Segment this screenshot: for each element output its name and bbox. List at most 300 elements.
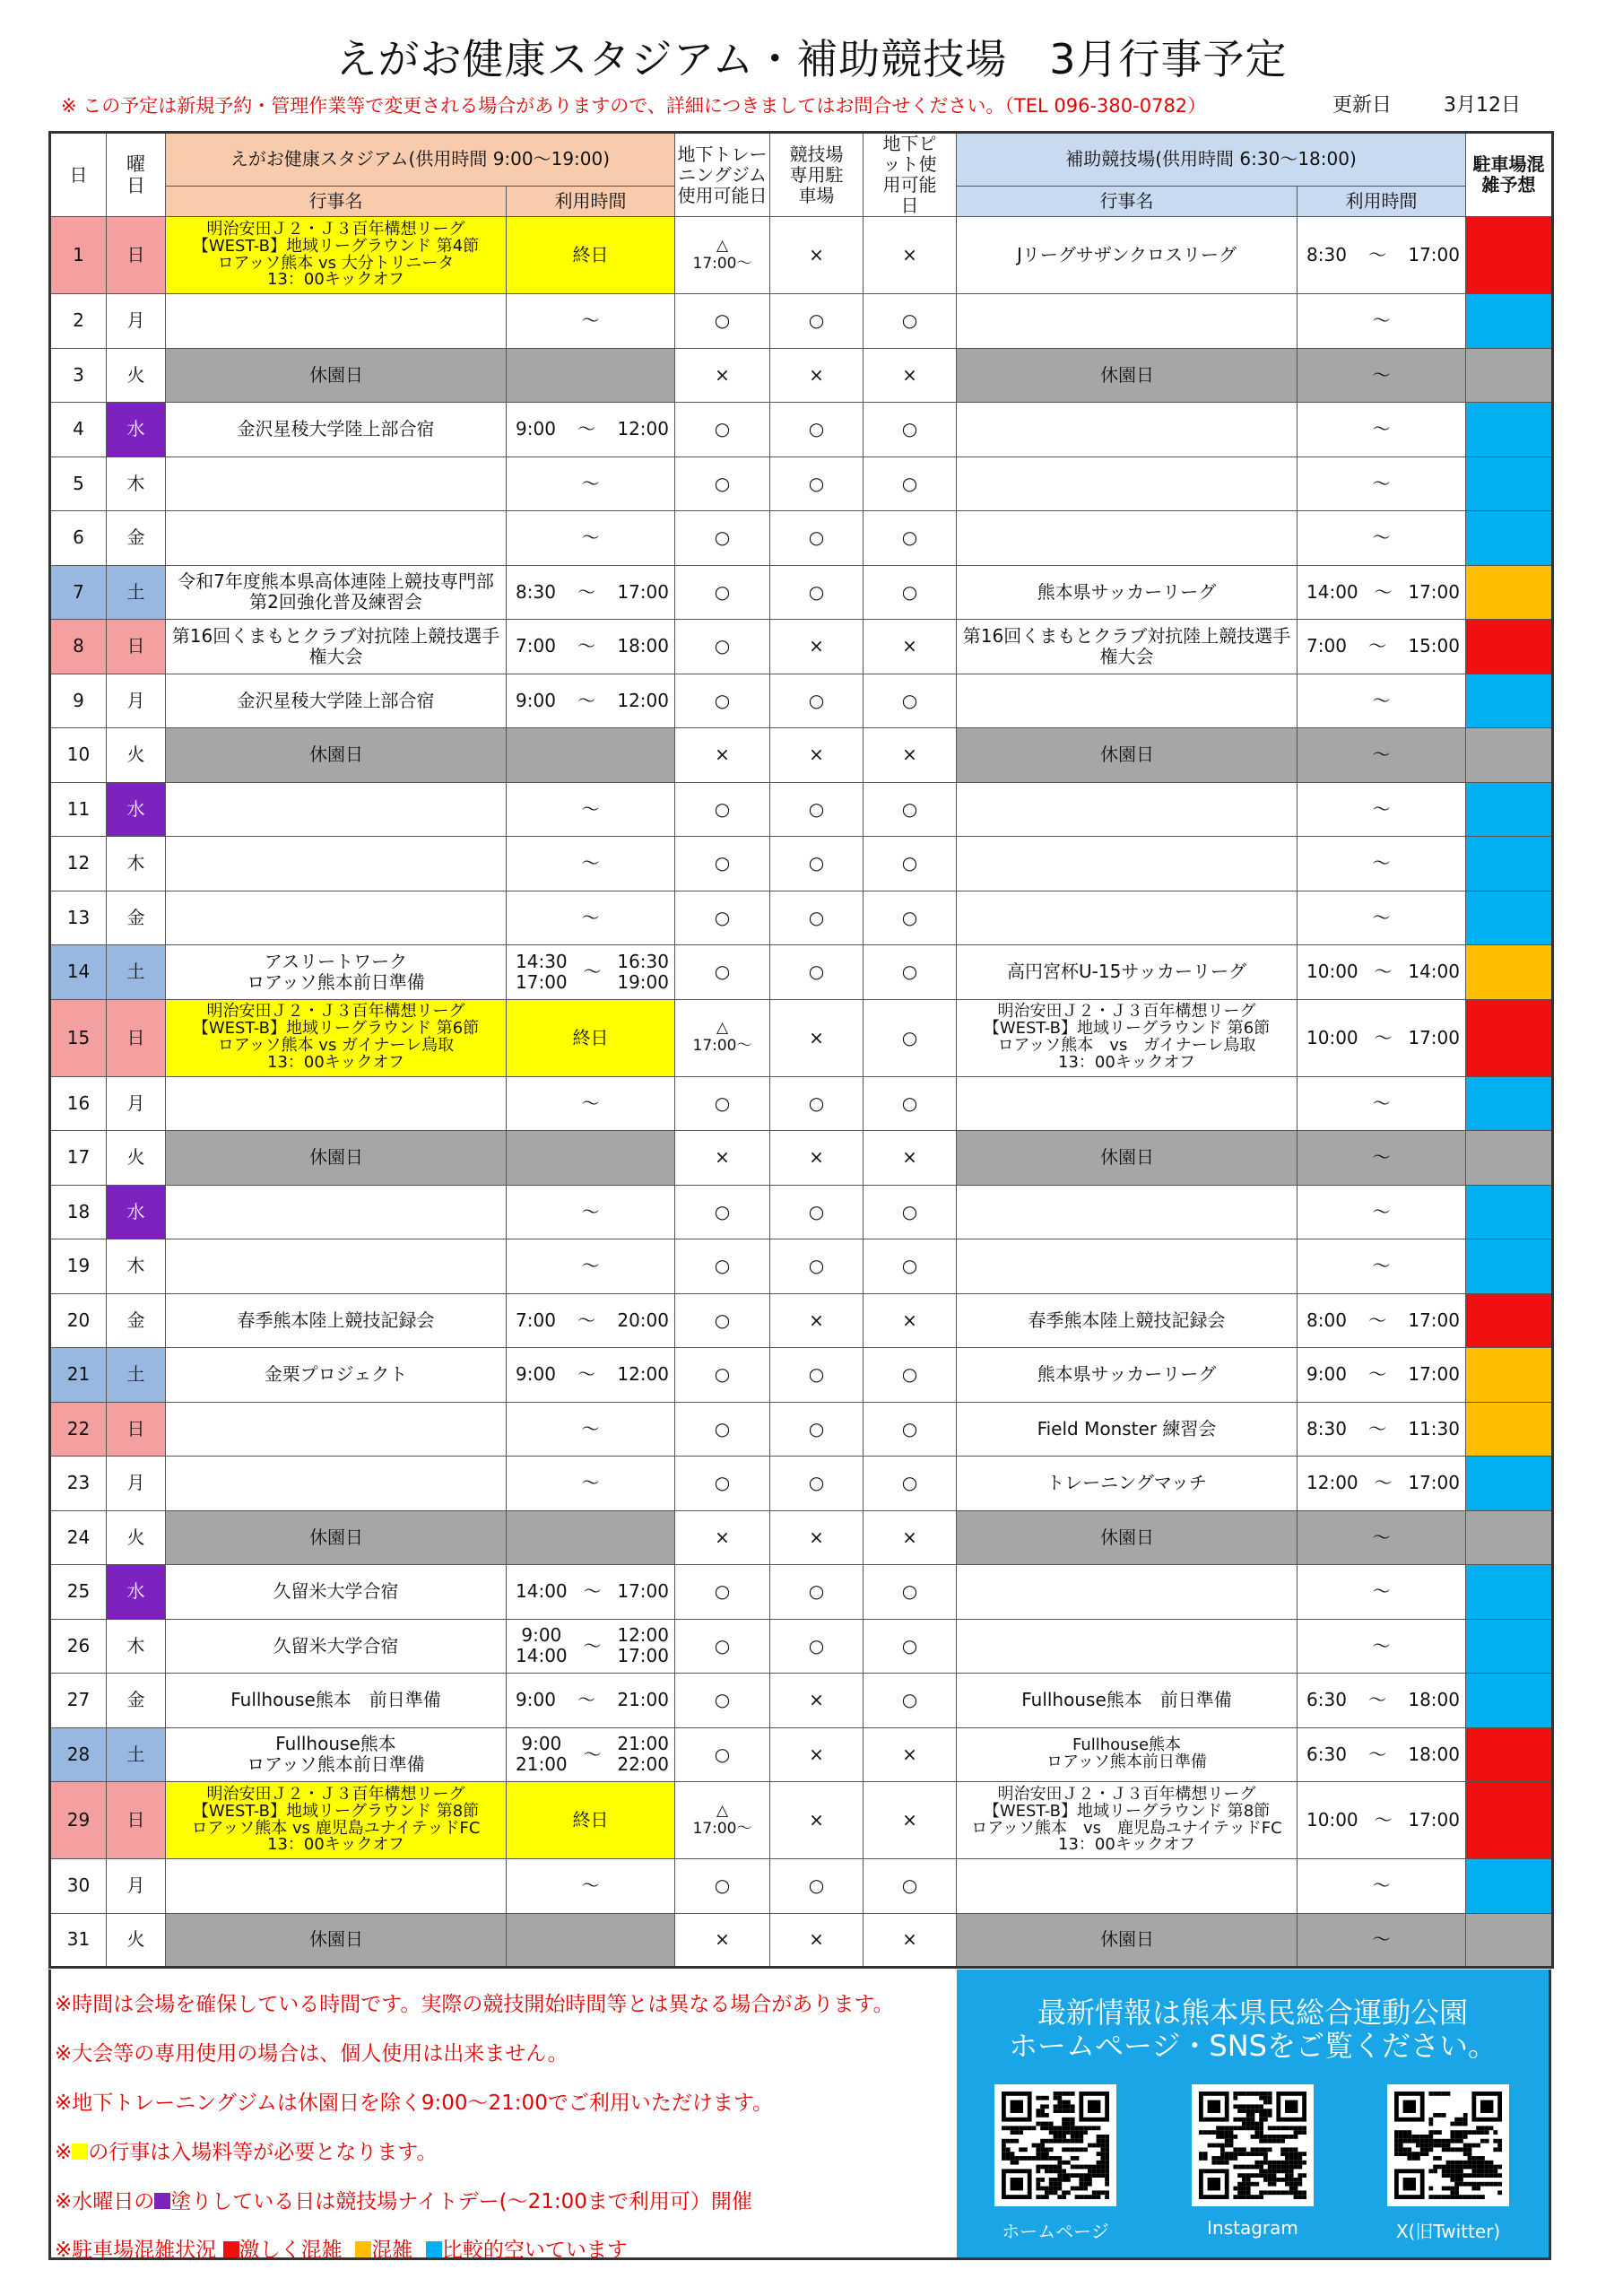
- moderate-swatch: [355, 2241, 371, 2257]
- day-number: 1: [50, 217, 107, 294]
- day-number: 12: [50, 837, 107, 891]
- time-range-separator: ～: [1374, 1809, 1393, 1831]
- day-number: 21: [50, 1348, 107, 1403]
- stadium-event: [166, 891, 507, 945]
- parking-availability: ×: [770, 1293, 864, 1348]
- day-number: 26: [50, 1619, 107, 1674]
- aux-start-time: 9:00: [1306, 1363, 1347, 1386]
- gym-availability: ○: [675, 403, 770, 457]
- aux-event: [957, 403, 1298, 457]
- aux-time: [1298, 217, 1466, 294]
- aux-time: ～: [1298, 1131, 1466, 1186]
- stadium-event: [166, 1185, 507, 1239]
- congestion-indicator: [1466, 1674, 1553, 1728]
- congestion-indicator: [1466, 1510, 1553, 1565]
- stadium-time: [507, 1510, 675, 1565]
- time-range-separator: ～: [1368, 1689, 1387, 1711]
- table-row: [50, 457, 1553, 511]
- parking-availability: ×: [770, 348, 864, 403]
- updated-date: 3月12日: [1444, 94, 1521, 117]
- stadium-time: [507, 945, 675, 1000]
- day-number: 19: [50, 1239, 107, 1294]
- aux-start-time: 6:30: [1306, 1743, 1347, 1765]
- table-row: [50, 294, 1553, 349]
- congestion-indicator: [1466, 782, 1553, 837]
- header-stadium-time: 利用時間: [507, 186, 675, 216]
- stadium-start-time: 7:00: [516, 1309, 556, 1331]
- weekday: 月: [107, 1859, 166, 1914]
- stadium-time: ～: [507, 1185, 675, 1239]
- aux-start-time: 12:00: [1306, 1472, 1358, 1494]
- gym-availability: ○: [675, 1619, 770, 1674]
- parking-availability: ○: [770, 1402, 864, 1457]
- weekday: 水: [107, 782, 166, 837]
- gym-availability: ○: [675, 457, 770, 511]
- weekday: 土: [107, 1348, 166, 1403]
- aux-end-time: 17:00: [1408, 1809, 1460, 1831]
- gym-availability: ○: [675, 620, 770, 674]
- header-gym: 地下トレーニングジム使用可能日: [675, 133, 770, 217]
- stadium-time: 終日: [507, 217, 675, 294]
- time-range-separator: ～: [1374, 1472, 1393, 1494]
- stadium-time: ～: [507, 457, 675, 511]
- stadium-end-time: 18:00: [617, 635, 669, 657]
- gym-availability: ○: [675, 1185, 770, 1239]
- aux-event: Fullhouse熊本 前日準備: [957, 1674, 1298, 1728]
- aux-end-time: 14:00: [1408, 961, 1460, 983]
- aux-time: ～: [1298, 511, 1466, 566]
- table-row: [50, 1293, 1553, 1348]
- pit-availability: ○: [864, 511, 957, 566]
- time-range-separator: ～: [1368, 635, 1387, 657]
- gym-availability: ○: [675, 837, 770, 891]
- congestion-indicator: [1466, 294, 1553, 349]
- twitter-label[interactable]: X(旧Twitter): [1395, 2221, 1501, 2242]
- day-number: 25: [50, 1565, 107, 1620]
- parking-availability: ○: [770, 837, 864, 891]
- aux-end-time: 17:00: [1408, 244, 1460, 265]
- parking-availability: ○: [770, 294, 864, 349]
- pit-availability: ×: [864, 1782, 957, 1859]
- note-1: ※時間は会場を確保している時間です。実際の競技開始時間等とは異なる場合があります。: [55, 1993, 894, 2016]
- congestion-indicator: [1466, 837, 1553, 891]
- aux-event: [957, 511, 1298, 566]
- header-parking: 競技場専用駐車場: [770, 133, 864, 217]
- pit-availability: ○: [864, 945, 957, 1000]
- homepage-label[interactable]: ホームページ: [1002, 2221, 1109, 2242]
- footer-panel: [48, 1970, 1551, 2260]
- stadium-time: ～: [507, 1859, 675, 1914]
- parking-availability: ○: [770, 1565, 864, 1620]
- day-number: 13: [50, 891, 107, 945]
- stadium-event: [166, 294, 507, 349]
- stadium-end-time: 20:00: [617, 1309, 669, 1331]
- pit-availability: ×: [864, 348, 957, 403]
- gym-availability: ○: [675, 945, 770, 1000]
- note-6-text: ※駐車場混雑状況: [55, 2239, 217, 2262]
- aux-event: [957, 1239, 1298, 1294]
- aux-time: ～: [1298, 1510, 1466, 1565]
- aux-event: [957, 782, 1298, 837]
- weekday: 土: [107, 1727, 166, 1782]
- parking-availability: ×: [770, 1674, 864, 1728]
- stadium-time: ～: [507, 1076, 675, 1131]
- gym-availability: ○: [675, 1674, 770, 1728]
- weekday: 土: [107, 945, 166, 1000]
- table-row: [50, 1348, 1553, 1403]
- notice-text: ※ この予定は新規予約・管理作業等で変更される場合がありますので、詳細につきましてはお問合せください。（TEL 096-380-0782）: [61, 95, 1207, 117]
- congestion-indicator: [1466, 511, 1553, 566]
- legend-moderate: 混雑: [371, 2239, 413, 2262]
- pit-availability: ○: [864, 1674, 957, 1728]
- weekday: 日: [107, 1402, 166, 1457]
- stadium-start-time: 7:00: [516, 635, 556, 657]
- updated-label: 更新日: [1332, 94, 1393, 117]
- note-5-text: 塗りしている日は競技場ナイトデー(～21:00まで利用可）開催: [170, 2190, 752, 2213]
- legend-busy: 激しく混雑: [239, 2239, 343, 2262]
- gym-availability: △ 17:00～: [675, 1782, 770, 1859]
- day-number: 29: [50, 1782, 107, 1859]
- gym-availability: ○: [675, 1457, 770, 1511]
- stadium-time: ～: [507, 891, 675, 945]
- aux-event: 休園日: [957, 728, 1298, 783]
- qr-code-icon: [1002, 2092, 1109, 2199]
- parking-availability: ○: [770, 891, 864, 945]
- stadium-event: 金沢星稜大学陸上部合宿: [166, 403, 507, 457]
- note-6: [55, 2233, 628, 2263]
- weekday: 水: [107, 403, 166, 457]
- gym-availability: ○: [675, 565, 770, 620]
- aux-end-time: 17:00: [1408, 580, 1460, 603]
- aux-start-time: 10:00: [1306, 1809, 1358, 1831]
- gym-availability: ×: [675, 1510, 770, 1565]
- stadium-end-time: 21:00: [617, 1689, 669, 1711]
- aux-end-time: 18:00: [1408, 1689, 1460, 1711]
- congestion-indicator: [1466, 1131, 1553, 1186]
- day-number: 20: [50, 1293, 107, 1348]
- parking-availability: ×: [770, 1782, 864, 1859]
- stadium-time: [507, 674, 675, 728]
- parking-availability: ×: [770, 1510, 864, 1565]
- table-row: [50, 837, 1553, 891]
- instagram-qr-icon[interactable]: [1192, 2084, 1314, 2206]
- aux-start-time: 8:30: [1306, 1417, 1347, 1439]
- stadium-time: ～: [507, 782, 675, 837]
- aux-event: [957, 1076, 1298, 1131]
- day-number: 30: [50, 1859, 107, 1914]
- pit-availability: ○: [864, 1619, 957, 1674]
- aux-event: [957, 294, 1298, 349]
- gym-availability: ×: [675, 1131, 770, 1186]
- weekday: 木: [107, 1619, 166, 1674]
- day-number: 24: [50, 1510, 107, 1565]
- pit-availability: ×: [864, 1913, 957, 1968]
- gym-availability: △ 17:00～: [675, 217, 770, 294]
- stadium-event: [166, 1457, 507, 1511]
- qr-code-icon: [1199, 2092, 1306, 2199]
- aux-end-time: 17:00: [1408, 1026, 1460, 1048]
- congestion-indicator: [1466, 403, 1553, 457]
- parking-availability: ×: [770, 1913, 864, 1968]
- weekday: 日: [107, 999, 166, 1076]
- stadium-end-time: 16:30 19:00: [617, 950, 669, 993]
- day-number: 28: [50, 1727, 107, 1782]
- pit-availability: ×: [864, 1293, 957, 1348]
- time-range-separator: ～: [1368, 1743, 1387, 1765]
- aux-time: [1298, 1727, 1466, 1782]
- stadium-end-time: 21:00 22:00: [617, 1733, 669, 1776]
- aux-end-time: 17:00: [1408, 1363, 1460, 1386]
- stadium-end-time: 17:00: [617, 580, 669, 603]
- time-range-separator: ～: [583, 1743, 602, 1765]
- gym-availability: ○: [675, 294, 770, 349]
- aux-event: 明治安田Ｊ２・Ｊ３百年構想リーグ 【WEST-B】地域リーグラウンド 第6節 ロアッソ熊本 vs ガイナーレ鳥取 13：00キックオフ: [957, 999, 1298, 1076]
- weekday: 金: [107, 511, 166, 566]
- aux-time: ～: [1298, 782, 1466, 837]
- weekday: 月: [107, 294, 166, 349]
- table-row: [50, 945, 1553, 1000]
- time-range-separator: ～: [1368, 244, 1387, 265]
- twitter-qr-icon[interactable]: [1387, 2084, 1509, 2206]
- sns-message: 最新情報は熊本県民総合運動公園 ホームページ・SNSをご覧ください。: [1009, 1996, 1497, 2063]
- pit-availability: ○: [864, 1076, 957, 1131]
- time-range-separator: ～: [1374, 1026, 1393, 1048]
- table-row: [50, 1131, 1553, 1186]
- parking-availability: ×: [770, 217, 864, 294]
- weekday: 水: [107, 1185, 166, 1239]
- gym-availability: ○: [675, 782, 770, 837]
- gym-availability: ○: [675, 674, 770, 728]
- note-4-prefix: ※: [55, 2141, 73, 2164]
- pit-availability: ○: [864, 1185, 957, 1239]
- stadium-time: [507, 1131, 675, 1186]
- stadium-event: [166, 782, 507, 837]
- header-aux: 補助競技場(供用時間 6:30～18:00): [957, 133, 1466, 187]
- parking-availability: ○: [770, 1619, 864, 1674]
- time-range-separator: ～: [583, 1580, 602, 1603]
- stadium-end-time: 12:00 17:00: [617, 1624, 669, 1667]
- gym-availability: ○: [675, 1239, 770, 1294]
- stadium-time: [507, 728, 675, 783]
- aux-time: ～: [1298, 1565, 1466, 1620]
- note-3: ※地下トレーニングジムは休園日を除く9:00～21:00でご利用いただけます。: [55, 2092, 773, 2115]
- aux-time: [1298, 1293, 1466, 1348]
- pit-availability: ○: [864, 891, 957, 945]
- congestion-indicator: [1466, 1913, 1553, 1968]
- aux-time: [1298, 565, 1466, 620]
- weekday: 日: [107, 1782, 166, 1859]
- stadium-event: 金栗プロジェクト: [166, 1348, 507, 1403]
- weekday: 火: [107, 728, 166, 783]
- stadium-time: 終日: [507, 999, 675, 1076]
- weekday: 木: [107, 1239, 166, 1294]
- table-row: [50, 565, 1553, 620]
- aux-event: 休園日: [957, 1510, 1298, 1565]
- time-range-separator: ～: [577, 1689, 596, 1711]
- aux-time: ～: [1298, 837, 1466, 891]
- stadium-event: 休園日: [166, 348, 507, 403]
- day-number: 27: [50, 1674, 107, 1728]
- table-row: [50, 1859, 1553, 1914]
- table-row: [50, 620, 1553, 674]
- stadium-end-time: 12:00: [617, 689, 669, 711]
- gym-availability: ○: [675, 1076, 770, 1131]
- table-row: [50, 1565, 1553, 1620]
- congestion-indicator: [1466, 348, 1553, 403]
- congestion-indicator: [1466, 1859, 1553, 1914]
- parking-availability: ○: [770, 403, 864, 457]
- aux-time: [1298, 1782, 1466, 1859]
- yellow-swatch: [72, 2144, 88, 2160]
- parking-availability: ○: [770, 457, 864, 511]
- stadium-time: [507, 1619, 675, 1674]
- stadium-event: 金沢星稜大学陸上部合宿: [166, 674, 507, 728]
- congestion-indicator: [1466, 217, 1553, 294]
- gym-availability: ○: [675, 891, 770, 945]
- time-range-separator: ～: [1374, 580, 1393, 603]
- note-4-text: の行事は入場料等が必要となります。: [88, 2141, 438, 2164]
- header-pit: 地下ピット使用可能日: [864, 133, 957, 217]
- gym-availability: ○: [675, 1859, 770, 1914]
- stadium-start-time: 9:00: [516, 689, 556, 711]
- stadium-event: 明治安田Ｊ２・Ｊ３百年構想リーグ 【WEST-B】地域リーグラウンド 第8節 ロアッソ熊本 vs 鹿児島ユナイテッドFC 13：00キックオフ: [166, 1782, 507, 1859]
- congestion-indicator: [1466, 565, 1553, 620]
- aux-time: ～: [1298, 1185, 1466, 1239]
- day-number: 11: [50, 782, 107, 837]
- stadium-end-time: 17:00: [617, 1580, 669, 1603]
- day-number: 16: [50, 1076, 107, 1131]
- congestion-indicator: [1466, 728, 1553, 783]
- pit-availability: ○: [864, 294, 957, 349]
- stadium-start-time: 14:30 17:00: [516, 950, 568, 993]
- time-range-separator: ～: [577, 689, 596, 711]
- weekday: 日: [107, 620, 166, 674]
- aux-time: ～: [1298, 674, 1466, 728]
- table-row: [50, 1457, 1553, 1511]
- time-range-separator: ～: [1374, 961, 1393, 983]
- day-number: 14: [50, 945, 107, 1000]
- weekday: 火: [107, 1131, 166, 1186]
- header-day: 日: [50, 133, 107, 217]
- notes-area: [51, 1970, 953, 2262]
- table-row: [50, 1782, 1553, 1859]
- aux-time: ～: [1298, 348, 1466, 403]
- aux-event: 休園日: [957, 348, 1298, 403]
- pit-availability: ○: [864, 1348, 957, 1403]
- parking-availability: ○: [770, 782, 864, 837]
- stadium-event: 春季熊本陸上競技記録会: [166, 1293, 507, 1348]
- congestion-indicator: [1466, 620, 1553, 674]
- congestion-indicator: [1466, 457, 1553, 511]
- gym-availability: ×: [675, 1913, 770, 1968]
- time-range-separator: ～: [583, 961, 602, 983]
- congestion-indicator: [1466, 1239, 1553, 1294]
- table-row: [50, 999, 1553, 1076]
- homepage-qr-icon[interactable]: [994, 2084, 1116, 2206]
- note-2: ※大会等の専用使用の場合は、個人使用は出来ません。: [55, 2042, 568, 2066]
- stadium-time: [507, 1348, 675, 1403]
- parking-availability: ×: [770, 728, 864, 783]
- stadium-event: 明治安田Ｊ２・Ｊ３百年構想リーグ 【WEST-B】地域リーグラウンド 第6節 ロアッソ熊本 vs ガイナーレ鳥取 13：00キックオフ: [166, 999, 507, 1076]
- stadium-end-time: 12:00: [617, 418, 669, 440]
- aux-time: ～: [1298, 728, 1466, 783]
- pit-availability: ×: [864, 728, 957, 783]
- congestion-indicator: [1466, 1402, 1553, 1457]
- aux-event: [957, 1619, 1298, 1674]
- congestion-indicator: [1466, 945, 1553, 1000]
- aux-end-time: 15:00: [1408, 635, 1460, 657]
- note-5: [55, 2185, 752, 2214]
- day-number: 22: [50, 1402, 107, 1457]
- aux-time: ～: [1298, 1239, 1466, 1294]
- pit-availability: ×: [864, 1510, 957, 1565]
- aux-event: 熊本県サッカーリーグ: [957, 565, 1298, 620]
- aux-event: Fullhouse熊本 ロアッソ熊本前日準備: [957, 1727, 1298, 1782]
- note-5-prefix: ※水曜日の: [55, 2190, 155, 2213]
- parking-availability: ○: [770, 1239, 864, 1294]
- stadium-time: [507, 565, 675, 620]
- instagram-label[interactable]: Instagram: [1207, 2217, 1298, 2239]
- aux-event: 春季熊本陸上競技記録会: [957, 1293, 1298, 1348]
- aux-event: 第16回くまもとクラブ対抗陸上競技選手権大会: [957, 620, 1298, 674]
- pit-availability: ○: [864, 1402, 957, 1457]
- day-number: 5: [50, 457, 107, 511]
- aux-event: [957, 891, 1298, 945]
- day-number: 2: [50, 294, 107, 349]
- gym-availability: △ 17:00～: [675, 999, 770, 1076]
- stadium-event: 休園日: [166, 1510, 507, 1565]
- aux-start-time: 14:00: [1306, 580, 1358, 603]
- stadium-start-time: 8:30: [516, 580, 556, 603]
- table-row: [50, 1619, 1553, 1674]
- day-number: 10: [50, 728, 107, 783]
- parking-availability: ×: [770, 1131, 864, 1186]
- stadium-event: [166, 457, 507, 511]
- stadium-event: 明治安田Ｊ２・Ｊ３百年構想リーグ 【WEST-B】地域リーグラウンド 第4節 ロアッソ熊本 vs 大分トリニータ 13：00キックオフ: [166, 217, 507, 294]
- busy-swatch: [223, 2241, 239, 2257]
- weekday: 月: [107, 1076, 166, 1131]
- weekday: 月: [107, 1457, 166, 1511]
- aux-event: 明治安田Ｊ２・Ｊ３百年構想リーグ 【WEST-B】地域リーグラウンド 第8節 ロアッソ熊本 vs 鹿児島ユナイテッドFC 13：00キックオフ: [957, 1782, 1298, 1859]
- weekday: 金: [107, 891, 166, 945]
- header-aux-time: 利用時間: [1298, 186, 1466, 216]
- parking-availability: ○: [770, 1076, 864, 1131]
- aux-start-time: 6:30: [1306, 1689, 1347, 1711]
- aux-event: [957, 837, 1298, 891]
- time-range-separator: ～: [1368, 1363, 1387, 1386]
- aux-time: ～: [1298, 1913, 1466, 1968]
- aux-event: [957, 1859, 1298, 1914]
- parking-availability: ×: [770, 999, 864, 1076]
- day-number: 17: [50, 1131, 107, 1186]
- congestion-indicator: [1466, 1565, 1553, 1620]
- aux-time: ～: [1298, 457, 1466, 511]
- aux-event: 熊本県サッカーリーグ: [957, 1348, 1298, 1403]
- day-number: 23: [50, 1457, 107, 1511]
- stadium-time: ～: [507, 511, 675, 566]
- sns-panel: [957, 1970, 1549, 2257]
- parking-availability: ×: [770, 1727, 864, 1782]
- weekday: 木: [107, 457, 166, 511]
- stadium-start-time: 14:00: [516, 1580, 568, 1603]
- stadium-time: [507, 1565, 675, 1620]
- aux-event: [957, 457, 1298, 511]
- aux-start-time: 8:30: [1306, 244, 1347, 265]
- gym-availability: ×: [675, 348, 770, 403]
- aux-end-time: 11:30: [1408, 1417, 1460, 1439]
- table-row: [50, 728, 1553, 783]
- pit-availability: ×: [864, 620, 957, 674]
